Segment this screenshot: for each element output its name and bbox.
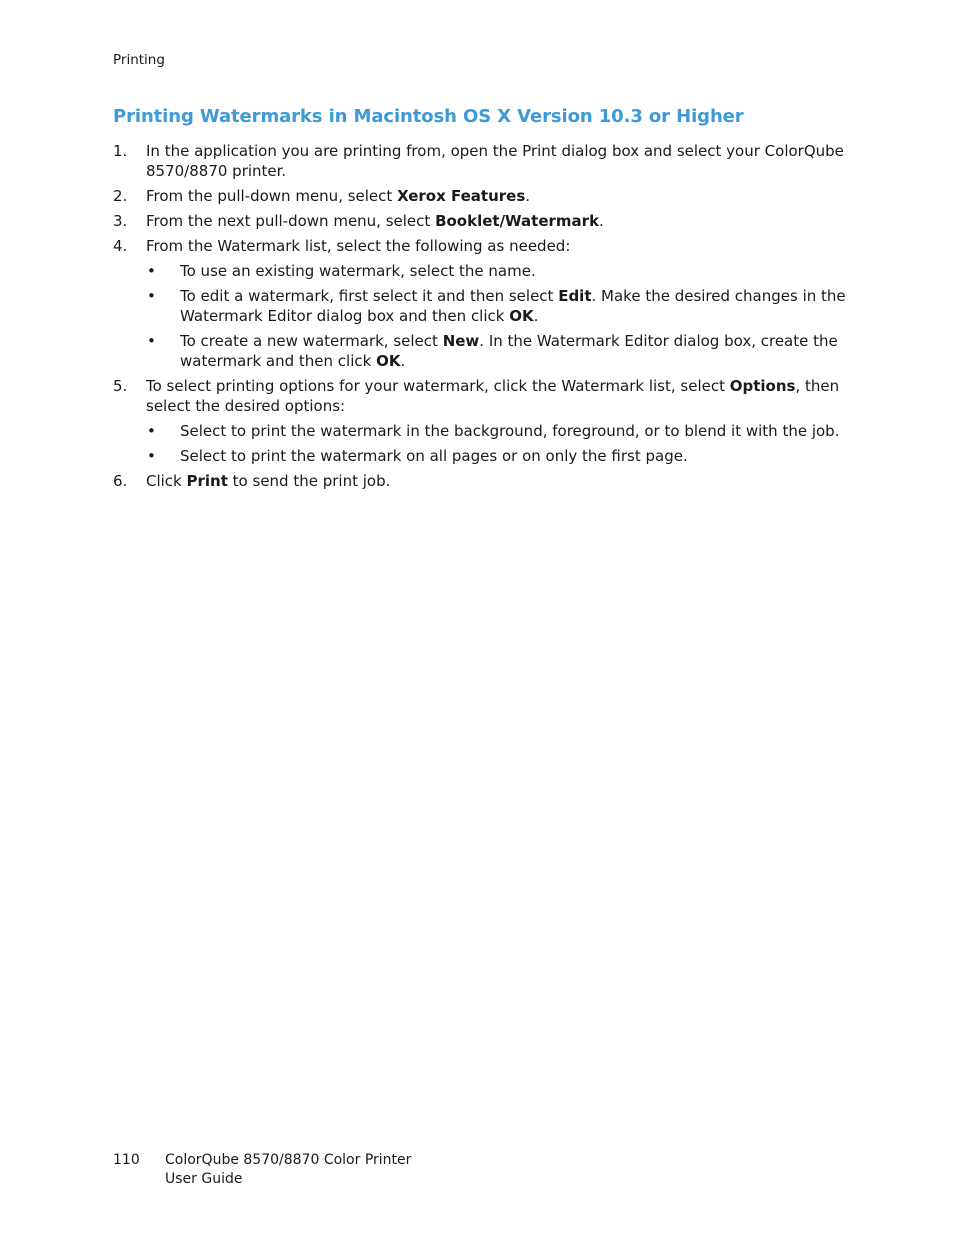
bullet-text: . xyxy=(400,352,406,370)
bullet-item xyxy=(146,261,853,281)
step-5 xyxy=(113,376,853,466)
step-text: Click xyxy=(146,472,187,490)
bullet-glyph: • xyxy=(147,262,156,280)
running-header: Printing xyxy=(113,52,165,68)
bullet-text: . xyxy=(533,307,539,325)
step-1 xyxy=(113,141,853,181)
step-text: , then select the desired options: xyxy=(146,377,840,415)
button-reference: Print xyxy=(186,472,228,490)
bullet-item xyxy=(146,446,853,466)
bullet-list xyxy=(146,261,853,371)
bullet-text: . In the Watermark Editor dialog box, create the watermark and then click xyxy=(180,332,838,370)
step-number: 3. xyxy=(113,212,128,230)
menu-item-reference: Options xyxy=(729,377,796,395)
button-reference: OK xyxy=(376,352,401,370)
bullet-glyph: • xyxy=(147,422,156,440)
step-number: 4. xyxy=(113,237,128,255)
step-text: In the application you are printing from, open the Print dialog box and select your ColorQube 8570/8870 printer. xyxy=(146,142,844,180)
step-number: 2. xyxy=(113,187,128,205)
bullet-text: To create a new watermark, select xyxy=(180,332,443,350)
menu-item-reference: Xerox Features xyxy=(397,187,526,205)
bullet-glyph: • xyxy=(147,287,156,305)
step-text: to send the print job. xyxy=(227,472,391,490)
step-2 xyxy=(113,186,853,206)
page-number: 110 xyxy=(113,1152,140,1168)
bullet-item xyxy=(146,286,853,326)
step-text: From the pull-down menu, select xyxy=(146,187,398,205)
step-text: . xyxy=(525,187,531,205)
step-number: 6. xyxy=(113,472,128,490)
button-reference: OK xyxy=(509,307,534,325)
step-number: 1. xyxy=(113,142,128,160)
step-3 xyxy=(113,211,853,231)
step-6 xyxy=(113,471,853,491)
bullet-glyph: • xyxy=(147,332,156,350)
step-text: To select printing options for your watermark, click the Watermark list, select xyxy=(146,377,730,395)
bullet-item xyxy=(146,331,853,371)
bullet-text: Select to print the watermark on all pages or on only the first page. xyxy=(180,447,688,465)
step-number: 5. xyxy=(113,377,128,395)
menu-item-reference: Booklet/Watermark xyxy=(435,212,600,230)
bullet-text: Select to print the watermark in the background, foreground, or to blend it with the job. xyxy=(180,422,840,440)
step-4 xyxy=(113,236,853,371)
button-reference: Edit xyxy=(558,287,592,305)
bullet-text: . Make the desired changes in the Watermark Editor dialog box and then click xyxy=(180,287,846,325)
footer-product-name: ColorQube 8570/8870 Color Printer xyxy=(165,1152,412,1168)
section-title: Printing Watermarks in Macintosh OS X Version 10.3 or Higher xyxy=(113,106,744,127)
bullet-text: To use an existing watermark, select the name. xyxy=(180,262,536,280)
bullet-list xyxy=(146,421,853,466)
footer-product-info xyxy=(165,1151,411,1189)
step-text: . xyxy=(599,212,604,230)
footer-guide-name: User Guide xyxy=(165,1171,243,1187)
button-reference: New xyxy=(442,332,480,350)
bullet-glyph: • xyxy=(147,447,156,465)
step-text: From the Watermark list, select the following as needed: xyxy=(146,237,571,255)
bullet-item xyxy=(146,421,853,441)
bullet-text: To edit a watermark, first select it and then select xyxy=(180,287,559,305)
step-text: From the next pull-down menu, select xyxy=(146,212,436,230)
steps-list xyxy=(113,141,853,496)
